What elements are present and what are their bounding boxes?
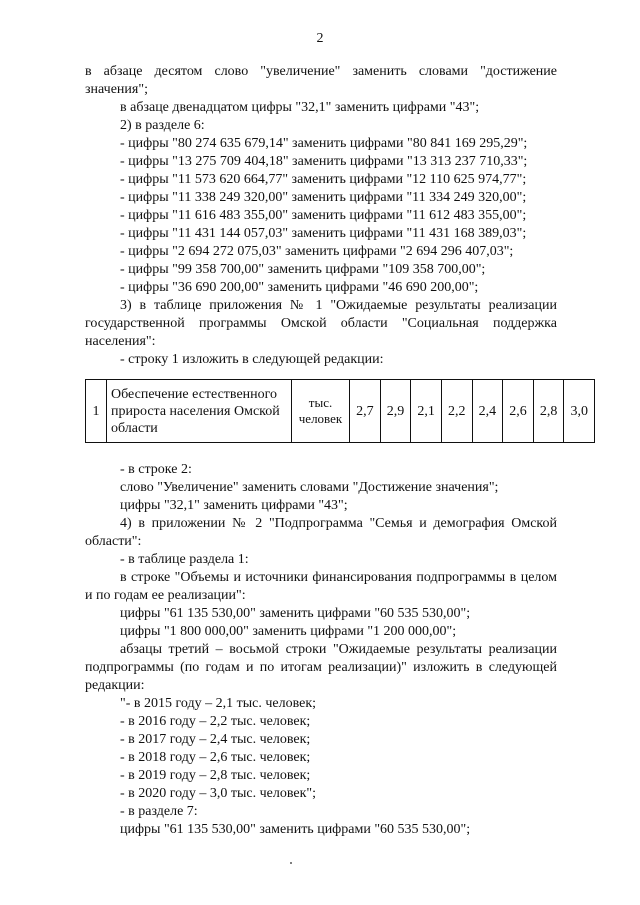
text-line: - в таблице раздела 1: (120, 552, 249, 567)
text-line: - в 2016 году – 2,2 тыс. человек; (120, 714, 311, 729)
text-line: - цифры "11 616 483 355,00" заменить цифрами "11 612 483 355,00"; (120, 208, 527, 223)
value-cell: 2,6 (503, 380, 534, 443)
text-line: - цифры "11 338 249 320,00" заменить цифрами "11 334 249 320,00"; (120, 190, 527, 205)
text-line: 2) в разделе 6: (120, 118, 205, 133)
indicator-name: Обеспечение естественного прироста населения Омской области (107, 380, 292, 443)
value-cell: 2,4 (472, 380, 503, 443)
text-line: в абзаце двенадцатом цифры "32,1" заменить цифрами "43"; (120, 100, 480, 115)
text-line: - в разделе 7: (120, 804, 198, 819)
text-line: в строке "Объемы и источники финансирования подпрограммы в целом (120, 570, 557, 585)
text-line: - цифры "2 694 272 075,03" заменить цифрами "2 694 296 407,03"; (120, 244, 514, 259)
text-line: цифры "1 800 000,00" заменить цифрами "1 200 000,00"; (120, 624, 457, 639)
text-line: - цифры "99 358 700,00" заменить цифрами "109 358 700,00"; (120, 262, 486, 277)
value-cell: 2,2 (441, 380, 472, 443)
text-line: - строку 1 изложить в следующей редакции: (120, 352, 384, 367)
text-line: подпрограммы (по годам и по итогам реализации)" изложить в следующей (85, 660, 557, 675)
value-cell: 2,7 (350, 380, 381, 443)
text-line: 3) в таблице приложения № 1 "Ожидаемые результаты реализации (120, 298, 557, 313)
table-row (86, 380, 595, 443)
text-line: значения"; (85, 82, 148, 97)
text-line: - в 2019 году – 2,8 тыс. человек; (120, 768, 311, 783)
text-line: 4) в приложении № 2 "Подпрограмма "Семья и демография Омской (120, 516, 557, 531)
text-line: - цифры "13 275 709 404,18" заменить цифрами "13 313 237 710,33"; (120, 154, 528, 169)
text-line: - в строке 2: (120, 462, 192, 477)
text-line: абзацы третий – восьмой строки "Ожидаемые результаты реализации (120, 642, 557, 657)
text-line: населения": (85, 334, 156, 349)
text-line: "- в 2015 году – 2,1 тыс. человек; (120, 696, 317, 711)
value-cell: 2,9 (380, 380, 411, 443)
page-number: 2 (316, 31, 324, 46)
text-line: - в 2018 году – 2,6 тыс. человек; (120, 750, 311, 765)
value-cell: 3,0 (564, 380, 595, 443)
text-line: области": (85, 534, 142, 549)
value-cell: 2,8 (533, 380, 564, 443)
text-line: цифры "61 135 530,00" заменить цифрами "60 535 530,00"; (120, 606, 471, 621)
value-cell: 2,1 (411, 380, 442, 443)
text-line: слово "Увеличение" заменить словами "Достижение значения"; (120, 480, 499, 495)
text-line: - цифры "36 690 200,00" заменить цифрами "46 690 200,00"; (120, 280, 479, 295)
text-line: - в 2020 году – 3,0 тыс. человек"; (120, 786, 317, 801)
text-line: - в 2017 году – 2,4 тыс. человек; (120, 732, 311, 747)
text-line: - цифры "80 274 635 679,14" заменить цифрами "80 841 169 295,29"; (120, 136, 528, 151)
text-line: редакции: (85, 678, 145, 693)
text-line: и по годам ее реализации": (85, 588, 246, 603)
row-number: 1 (86, 380, 107, 443)
text-line: цифры "32,1" заменить цифрами "43"; (120, 498, 348, 513)
text-line: - цифры "11 573 620 664,77" заменить цифрами "12 110 625 974,77"; (120, 172, 527, 187)
text-line: в абзаце десятом слово "увеличение" заменить словами "достижение (85, 64, 557, 79)
text-line: государственной программы Омской области "Социальная поддержка (85, 316, 557, 331)
text-line: - цифры "11 431 144 057,03" заменить цифрами "11 431 168 389,03"; (120, 226, 527, 241)
unit-cell: тыс. человек (292, 380, 350, 443)
results-table (85, 379, 595, 443)
text-line: цифры "61 135 530,00" заменить цифрами "60 535 530,00"; (120, 822, 471, 837)
scan-speck (290, 862, 292, 864)
